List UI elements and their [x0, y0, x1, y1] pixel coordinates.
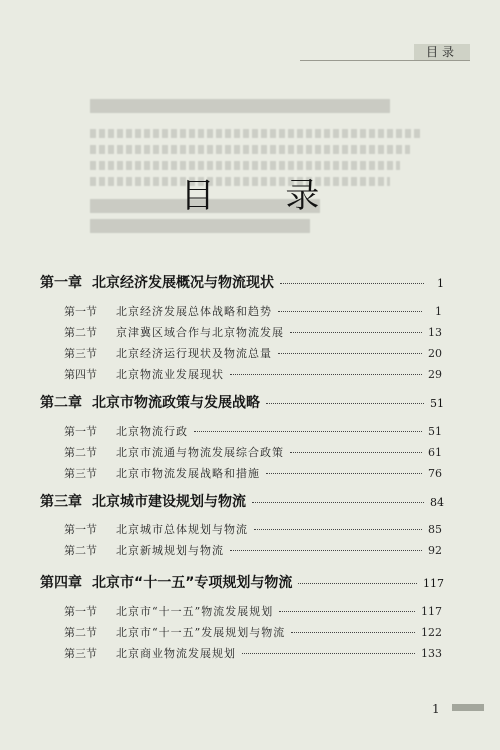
- section-title: 北京城市总体规划与物流: [116, 523, 248, 536]
- section-title: 北京市流通与物流发展综合政策: [116, 446, 284, 459]
- section-number: 第四节: [64, 368, 97, 381]
- toc-section-row[interactable]: [64, 465, 442, 481]
- toc-section-row[interactable]: [64, 444, 442, 460]
- dot-leader: [230, 374, 422, 375]
- chapter-title: 北京市物流政策与发展战略: [92, 395, 260, 411]
- dot-leader: [254, 529, 422, 530]
- section-number: 第一节: [64, 425, 97, 438]
- page-title: 目 录: [180, 176, 350, 216]
- section-number: 第三节: [64, 647, 97, 660]
- toc-section-row[interactable]: [64, 324, 442, 340]
- dot-leader: [242, 653, 415, 654]
- section-title: 北京市“十一五”发展规划与物流: [116, 626, 286, 639]
- toc-chapter-row[interactable]: [40, 272, 444, 292]
- folio-bar: [452, 704, 484, 711]
- section-number: 第二节: [64, 544, 97, 557]
- section-title: 北京物流行政: [116, 425, 188, 438]
- chapter-number: 第四章: [40, 575, 82, 591]
- page-number: 76: [428, 467, 442, 480]
- page-number: 13: [428, 326, 442, 339]
- dot-leader: [252, 502, 424, 503]
- dot-leader: [230, 550, 422, 551]
- page-number: 133: [421, 647, 442, 660]
- section-number: 第三节: [64, 347, 97, 360]
- dot-leader: [291, 632, 415, 633]
- toc-section-row[interactable]: [64, 521, 442, 537]
- dot-leader: [280, 283, 424, 284]
- page-number: 20: [428, 347, 442, 360]
- toc-section-row[interactable]: [64, 603, 442, 619]
- toc-section-row[interactable]: [64, 542, 442, 558]
- section-number: 第二节: [64, 326, 97, 339]
- dot-leader: [266, 403, 424, 404]
- section-title: 京津冀区域合作与北京物流发展: [116, 326, 284, 339]
- section-title: 北京市物流发展战略和措施: [116, 467, 260, 480]
- section-title: 北京经济运行现状及物流总量: [116, 347, 272, 360]
- dot-leader: [298, 583, 417, 584]
- page-number: 117: [421, 605, 442, 618]
- dot-leader: [194, 431, 422, 432]
- toc-section-row[interactable]: [64, 423, 442, 439]
- folio-page-number: 1: [432, 702, 440, 716]
- page-number: 61: [428, 446, 442, 459]
- page-number: 85: [428, 523, 442, 536]
- toc-section-row[interactable]: [64, 624, 442, 640]
- toc-chapter-row[interactable]: [40, 491, 444, 511]
- header-rule: [300, 60, 470, 61]
- toc-section-row[interactable]: [64, 345, 442, 361]
- toc-chapter-row[interactable]: [40, 392, 444, 412]
- toc-section-row[interactable]: [64, 645, 442, 661]
- header-tab: 目录: [414, 44, 470, 60]
- page-number: 1: [435, 305, 442, 318]
- page-number: 84: [430, 496, 444, 509]
- toc-chapter-row[interactable]: [40, 572, 444, 592]
- section-title: 北京市“十一五”物流发展规划: [116, 605, 274, 618]
- dot-leader: [278, 311, 422, 312]
- dot-leader: [290, 452, 422, 453]
- chapter-title: 北京城市建设规划与物流: [92, 494, 246, 510]
- section-number: 第二节: [64, 626, 97, 639]
- section-title: 北京新城规划与物流: [116, 544, 224, 557]
- dot-leader: [279, 611, 415, 612]
- page-number: 92: [428, 544, 442, 557]
- section-title: 北京物流业发展现状: [116, 368, 224, 381]
- dot-leader: [266, 473, 422, 474]
- section-title: 北京经济发展总体战略和趋势: [116, 305, 272, 318]
- page-number: 117: [423, 577, 444, 590]
- page-number: 29: [428, 368, 442, 381]
- dot-leader: [278, 353, 422, 354]
- page-number: 1: [437, 277, 444, 290]
- chapter-title: 北京市“十一五”专项规划与物流: [92, 575, 293, 591]
- section-number: 第一节: [64, 305, 97, 318]
- page-number: 122: [421, 626, 442, 639]
- section-number: 第三节: [64, 467, 97, 480]
- toc-section-row[interactable]: [64, 303, 442, 319]
- chapter-number: 第二章: [40, 395, 82, 411]
- dot-leader: [290, 332, 422, 333]
- chapter-title: 北京经济发展概况与物流现状: [92, 275, 274, 291]
- section-number: 第二节: [64, 446, 97, 459]
- chapter-number: 第三章: [40, 494, 82, 510]
- toc-section-row[interactable]: [64, 366, 442, 382]
- page-number: 51: [430, 397, 444, 410]
- section-number: 第一节: [64, 523, 97, 536]
- section-number: 第一节: [64, 605, 97, 618]
- section-title: 北京商业物流发展规划: [116, 647, 236, 660]
- chapter-number: 第一章: [40, 275, 82, 291]
- page-number: 51: [428, 425, 442, 438]
